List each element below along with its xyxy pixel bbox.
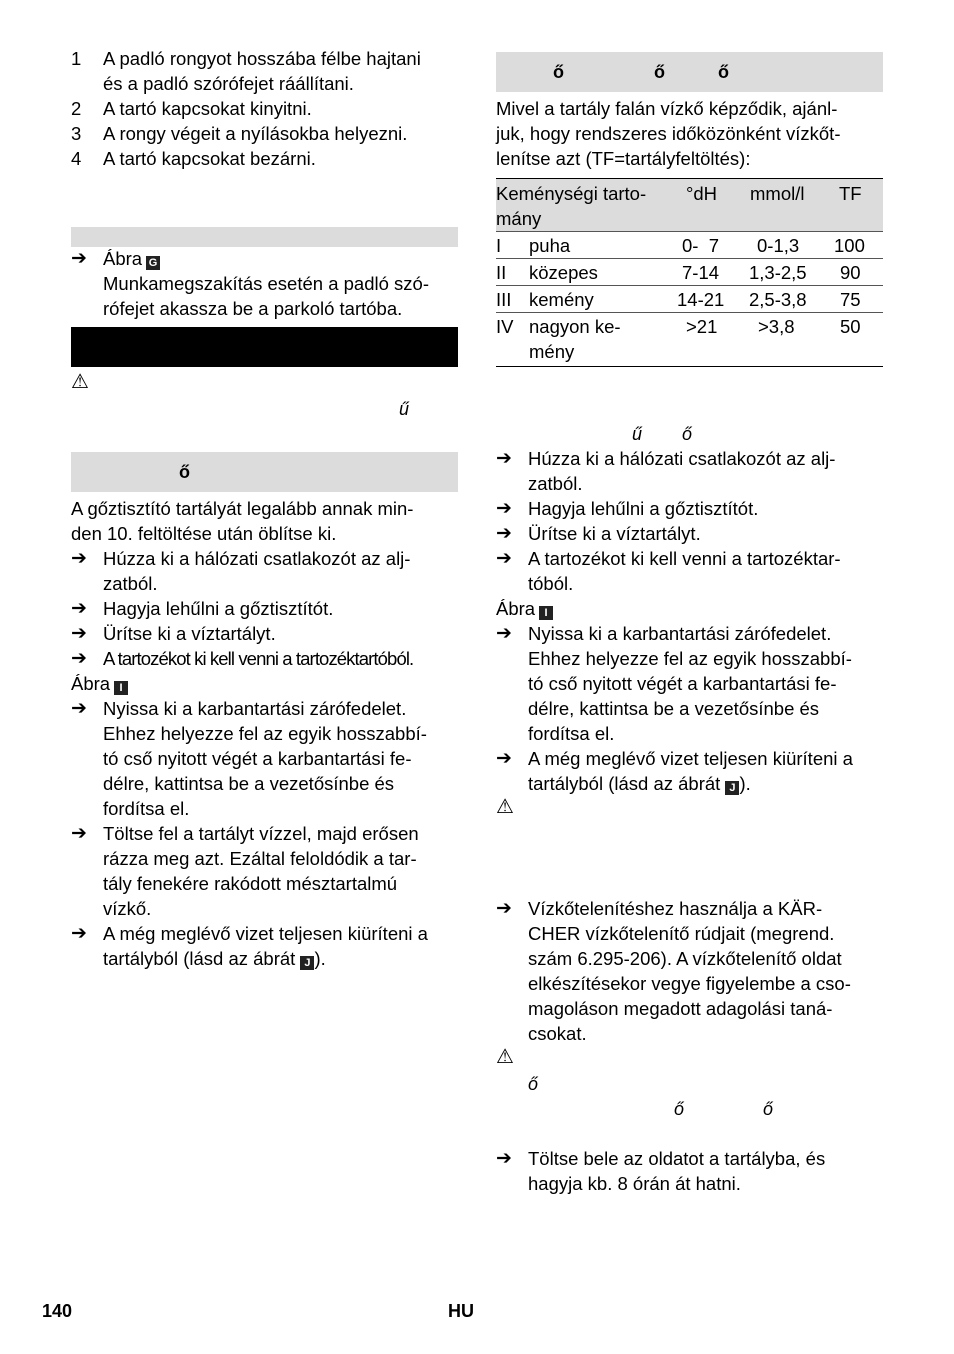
accent-glyph: ű bbox=[399, 399, 410, 419]
bullet-text: A tartozékot ki kell venni a tartozéktar- bbox=[528, 548, 841, 569]
table-cell-name: mény bbox=[529, 341, 575, 362]
table-cell-mmol: 2,5-3,8 bbox=[749, 289, 807, 310]
accent-glyph: ő bbox=[682, 424, 693, 444]
table-cell-name: nagyon ke- bbox=[529, 316, 621, 337]
table-cell-dh: 7-14 bbox=[682, 262, 720, 283]
step-number: 2 bbox=[71, 98, 82, 119]
bullet-text: A tartozékot ki kell venni a tartozéktartóból. bbox=[103, 648, 414, 669]
bullet-text: tartályból (lásd az ábrát J ). bbox=[528, 773, 751, 794]
arrow-right-icon: ➔ bbox=[71, 548, 87, 569]
bullet-text: Töltse bele az oldatot a tartályba, és bbox=[528, 1148, 826, 1169]
table-cell-dh: 0- 7 bbox=[682, 235, 720, 256]
table-header-range: Keménységi tarto- bbox=[496, 183, 647, 204]
table-header-mmol: mmol/l bbox=[750, 183, 805, 204]
park-text: rófejet akassza be a parkoló tartóba. bbox=[103, 298, 403, 319]
bullet-text: délre, kattintsa be a vezetősínbe és bbox=[103, 773, 395, 794]
hardness-table bbox=[496, 178, 883, 366]
accent-glyph: ő bbox=[528, 1074, 539, 1094]
bullet-text: Ürítse ki a víztartályt. bbox=[103, 623, 276, 644]
bullet-text: elkészítésekor vegye figyelembe a cso- bbox=[528, 973, 851, 994]
bullet-text: Hagyja lehűlni a gőztisztítót. bbox=[528, 498, 759, 519]
warning-icon: ⚠ bbox=[71, 371, 89, 393]
table-row bbox=[496, 231, 883, 259]
figure-badge: J bbox=[300, 956, 314, 970]
step-text: A rongy végeit a nyílásokba helyezni. bbox=[103, 123, 408, 144]
bullet-text: zatból. bbox=[103, 573, 158, 594]
bullet-text: Nyissa ki a karbantartási zárófedelet. bbox=[528, 623, 832, 644]
accent-glyph: ő bbox=[674, 1099, 685, 1119]
table-cell-mmol: 1,3-2,5 bbox=[749, 262, 807, 283]
accent-glyph: ő bbox=[553, 62, 564, 82]
bullet-text: A még meglévő vizet teljesen kiüríteni a bbox=[103, 923, 428, 944]
table-cell-mmol: 0-1,3 bbox=[757, 235, 800, 256]
arrow-right-icon: ➔ bbox=[496, 448, 512, 469]
arrow-right-icon: ➔ bbox=[71, 923, 87, 944]
bullet-text: Hagyja lehűlni a gőztisztítót. bbox=[103, 598, 334, 619]
bullet-text: csokat. bbox=[528, 1023, 587, 1044]
bullet-text: tály fenekére rakódott mésztartalmú bbox=[103, 873, 398, 894]
bullet-text: Húzza ki a hálózati csatlakozót az alj- bbox=[103, 548, 411, 569]
bullet-text: Nyissa ki a karbantartási zárófedelet. bbox=[103, 698, 407, 719]
step-number: 4 bbox=[71, 148, 82, 169]
bullet-text: Ürítse ki a víztartályt. bbox=[528, 523, 701, 544]
table-cell-roman: III bbox=[496, 289, 512, 310]
page-number: 140 bbox=[42, 1301, 73, 1321]
table-cell-dh: 14-21 bbox=[677, 289, 725, 310]
table-header-tf: TF bbox=[839, 183, 862, 204]
intro-text: lenítse azt (TF=tartályfeltöltés): bbox=[496, 148, 751, 169]
figure-badge: I bbox=[539, 606, 553, 620]
step-text: A tartó kapcsokat bezárni. bbox=[103, 148, 316, 169]
step-number: 3 bbox=[71, 123, 82, 144]
warning-icon: ⚠ bbox=[496, 796, 514, 818]
warning-icon: ⚠ bbox=[496, 1046, 514, 1068]
figure-badge: J bbox=[725, 781, 739, 795]
bullet-text: tóból. bbox=[528, 573, 574, 594]
table-row bbox=[496, 258, 883, 286]
table-cell-mmol: >3,8 bbox=[758, 316, 795, 337]
accent-glyph: ő bbox=[718, 62, 729, 82]
figure-badge: G bbox=[146, 256, 160, 270]
arrow-right-icon: ➔ bbox=[71, 623, 87, 644]
section-bar-rinse bbox=[71, 452, 458, 492]
step-text: A tartó kapcsokat kinyitni. bbox=[103, 98, 312, 119]
bullet-text: Vízkőtelenítéshez használja a KÄR- bbox=[528, 898, 823, 919]
arrow-right-icon: ➔ bbox=[496, 523, 512, 544]
accent-glyph: ő bbox=[763, 1099, 774, 1119]
table-row bbox=[496, 285, 883, 313]
intro-text: A gőztisztító tartályát legalább annak min- bbox=[71, 498, 414, 519]
step-text: A padló rongyot hosszába félbe hajtani bbox=[103, 48, 421, 69]
bullet-text: rázza meg azt. Ezáltal feloldódik a tar- bbox=[103, 848, 417, 869]
accent-glyph: ű bbox=[632, 424, 643, 444]
arrow-right-icon: ➔ bbox=[496, 498, 512, 519]
table-row bbox=[496, 312, 883, 367]
bullet-text: fordítsa el. bbox=[103, 798, 190, 819]
section-bar-park bbox=[71, 227, 458, 247]
arrow-right-icon: ➔ bbox=[496, 898, 512, 919]
bullet-text: Húzza ki a hálózati csatlakozót az alj- bbox=[528, 448, 836, 469]
bullet-text: Ehhez helyezze fel az egyik hosszabbí- bbox=[528, 648, 852, 669]
table-cell-tf: 90 bbox=[840, 262, 861, 283]
park-text: Munkamegszakítás esetén a padló szó- bbox=[103, 273, 429, 294]
table-cell-roman: II bbox=[496, 262, 507, 283]
figure-badge: I bbox=[114, 681, 128, 695]
bullet-text: Ehhez helyezze fel az egyik hosszabbí- bbox=[103, 723, 427, 744]
bullet-text: A még meglévő vizet teljesen kiüríteni a bbox=[528, 748, 853, 769]
figure-ref bbox=[496, 596, 553, 621]
step-text: és a padló szórófejet ráállítani. bbox=[103, 73, 354, 94]
table-header-range: mány bbox=[496, 208, 542, 229]
bullet-text: vízkő. bbox=[103, 898, 152, 919]
arrow-right-icon: ➔ bbox=[71, 248, 87, 269]
arrow-right-icon: ➔ bbox=[496, 1148, 512, 1169]
intro-text: den 10. feltöltése után öblítse ki. bbox=[71, 523, 337, 544]
step-number: 1 bbox=[71, 48, 82, 69]
section-bar-maintenance bbox=[71, 327, 458, 367]
table-cell-roman: I bbox=[496, 235, 502, 256]
arrow-right-icon: ➔ bbox=[496, 623, 512, 644]
intro-text: Mivel a tartály falán vízkő képződik, ajánl- bbox=[496, 98, 838, 119]
table-header-dh: °dH bbox=[686, 183, 718, 204]
bullet-text: zatból. bbox=[528, 473, 583, 494]
arrow-right-icon: ➔ bbox=[71, 648, 87, 669]
bullet-text: hagyja kb. 8 órán át hatni. bbox=[528, 1173, 741, 1194]
bullet-text: magoláson megadott adagolási taná- bbox=[528, 998, 833, 1019]
figure-label: Ábra bbox=[496, 598, 536, 619]
figure-ref: Ábra G bbox=[103, 246, 160, 271]
table-cell-dh: >21 bbox=[686, 316, 718, 337]
intro-text: juk, hogy rendszeres időközönként vízkőt- bbox=[496, 123, 841, 144]
arrow-right-icon: ➔ bbox=[496, 748, 512, 769]
figure-ref bbox=[71, 671, 128, 696]
bullet-text: Töltse fel a tartályt vízzel, majd erősen bbox=[103, 823, 419, 844]
arrow-right-icon: ➔ bbox=[71, 698, 87, 719]
bullet-text: fordítsa el. bbox=[528, 723, 615, 744]
table-cell-name: közepes bbox=[529, 262, 598, 283]
bullet-text: CHER vízkőtelenítő rúdjait (megrend. bbox=[528, 923, 835, 944]
table-cell-tf: 75 bbox=[840, 289, 861, 310]
bullet-text: tartályból (lásd az ábrát J ). bbox=[103, 948, 326, 969]
arrow-right-icon: ➔ bbox=[71, 598, 87, 619]
table-cell-roman: IV bbox=[496, 316, 514, 337]
accent-glyph: ő bbox=[654, 62, 665, 82]
table-cell-name: puha bbox=[529, 235, 571, 256]
figure-label: Ábra bbox=[71, 673, 111, 694]
table-cell-tf: 50 bbox=[840, 316, 861, 337]
bullet-text: tó cső nyitott végét a karbantartási fe- bbox=[528, 673, 837, 694]
bullet-text: tó cső nyitott végét a karbantartási fe- bbox=[103, 748, 412, 769]
accent-glyph: ő bbox=[179, 462, 190, 482]
bullet-text: szám 6.295-206). A vízkőtelenítő oldat bbox=[528, 948, 842, 969]
table-cell-name: kemény bbox=[529, 289, 594, 310]
bullet-text: délre, kattintsa be a vezetősínbe és bbox=[528, 698, 820, 719]
language-code: HU bbox=[448, 1301, 474, 1321]
arrow-right-icon: ➔ bbox=[71, 823, 87, 844]
table-cell-tf: 100 bbox=[834, 235, 865, 256]
arrow-right-icon: ➔ bbox=[496, 548, 512, 569]
